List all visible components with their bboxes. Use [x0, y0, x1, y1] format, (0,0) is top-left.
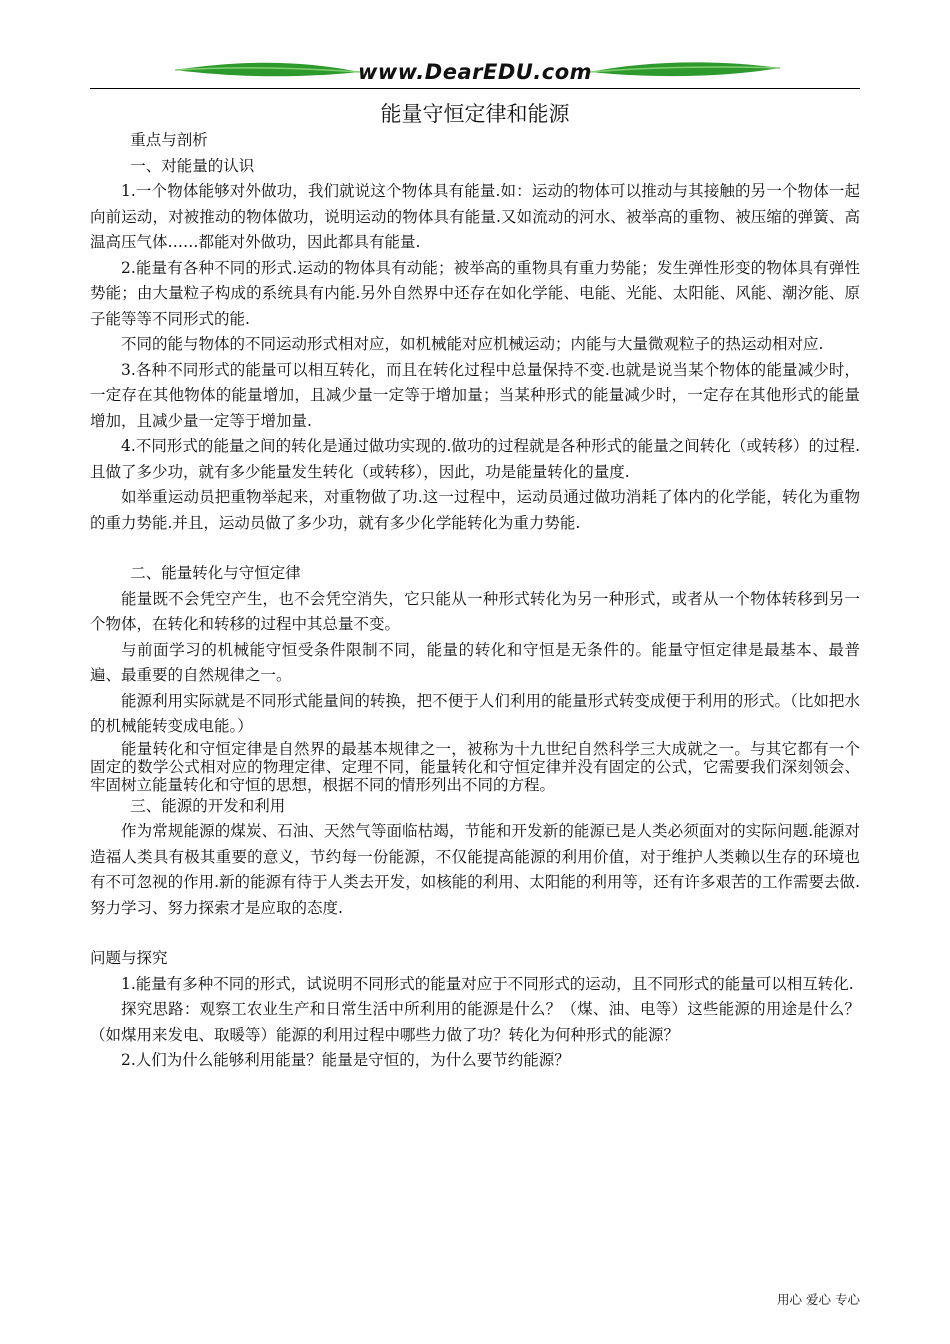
paragraph: 能源利用实际就是不同形式能量间的转换，把不便于人们利用的能量形式转变成便于利用的形式。（比如把水的机械能转变成电能。）	[90, 691, 860, 735]
paragraph: 能量转化和守恒定律是自然界的最基本规律之一，被称为十九世纪自然科学三大成就之一。与其它都有一个固定的数学公式相对应的物理定律、定理不同，能量转化和守恒定律并没有固定的公式，它需要我们深刻领会、牢固树立能量转化和守恒的思想，根据不同的情形列出不同的方程。	[90, 739, 860, 794]
paragraph: 1.一个物体能够对外做功，我们就说这个物体具有能量.如：运动的物体可以推动与其接触的另一个物体一起向前运动，对被推动的物体做功，说明运动的物体具有能量.又如流动的河水、被举高的重物、被压缩的弹簧、高温高压气体……都能对外做功，因此都具有能量.	[90, 182, 860, 251]
paragraph: 4.不同形式的能量之间的转化是通过做功实现的.做功的过程就是各种形式的能量之间转化（或转移）的过程.且做了多少功，就有多少能量发生转化（或转移），因此，功是能量转化的量度.	[90, 437, 860, 481]
article-body	[90, 128, 860, 1074]
site-logo: www.DearEDU.com	[357, 60, 593, 84]
paragraph: 能量既不会凭空产生，也不会凭空消失，它只能从一种形式转化为另一种形式，或者从一个物体转移到另一个物体，在转化和转移的过程中其总量不变。	[90, 589, 860, 633]
page-footer: 用心 爱心 专心	[777, 1292, 860, 1307]
paragraph: 探究思路：观察工农业生产和日常生活中所利用的能源是什么？（煤、油、电等）这些能源的用途是什么？（如煤用来发电、取暖等）能源的利用过程中哪些力做了功？转化为何种形式的能源？	[90, 1000, 860, 1044]
paragraph: 与前面学习的机械能守恒受条件限制不同，能量的转化和守恒是无条件的。能量守恒定律是最基本、最普遍、最重要的自然规律之一。	[90, 640, 860, 684]
paragraph: 作为常规能源的煤炭、石油、天然气等面临枯竭，节能和开发新的能源已是人类必须面对的实际问题.能源对造福人类具有极其重要的意义，节约每一份能源，不仅能提高能源的利用价值，对于维护人类赖以生存的环境也有不可忽视的作用.新的能源有待于人类去开发，如核能的利用、太阳能的利用等，还有许多艰苦的工作需要去做.努力学习、努力探索才是应取的态度.	[90, 822, 860, 917]
paragraph: 不同的能与物体的不同运动形式相对应，如机械能对应机械运动；内能与大量微观粒子的热运动相对应.	[121, 335, 824, 353]
header-rule	[90, 88, 860, 89]
header-banner	[90, 56, 860, 92]
section-heading: 一、对能量的认识	[130, 156, 255, 175]
section-heading: 重点与剖析	[130, 131, 208, 149]
paragraph: 如举重运动员把重物举起来，对重物做了功.这一过程中，运动员通过做功消耗了体内的化学能，转化为重物的重力势能.并且，运动员做了多少功，就有多少化学能转化为重力势能.	[90, 488, 860, 532]
paragraph: 2.能量有各种不同的形式.运动的物体具有动能；被举高的重物具有重力势能；发生弹性形变的物体具有弹性势能；由大量粒子构成的系统具有内能.另外自然界中还存在如化学能、电能、光能、太阳能、风能、潮汐能、原子能等等不同形式的能.	[90, 258, 860, 328]
page-title: 能量守恒定律和能源	[380, 102, 570, 126]
paragraph: 1.能量有多种不同的形式，试说明不同形式的能量对应于不同形式的运动，且不同形式的能量可以相互转化.	[121, 974, 854, 993]
section-heading: 二、能量转化与守恒定律	[130, 564, 301, 582]
section-heading: 问题与探究	[90, 949, 168, 967]
paragraph: 2.人们为什么能够利用能量？能量是守恒的，为什么要节约能源？	[121, 1051, 570, 1069]
paragraph: 3.各种不同形式的能量可以相互转化，而且在转化过程中总量保持不变.也就是说当某个物体的能量减少时，一定存在其他物体的能量增加，且减少量一定等于增加量；当某种形式的能量减少时，一定存在其他形式的能量增加，且减少量一定等于增加量.	[90, 360, 860, 430]
section-heading: 三、能源的开发和利用	[130, 796, 286, 815]
